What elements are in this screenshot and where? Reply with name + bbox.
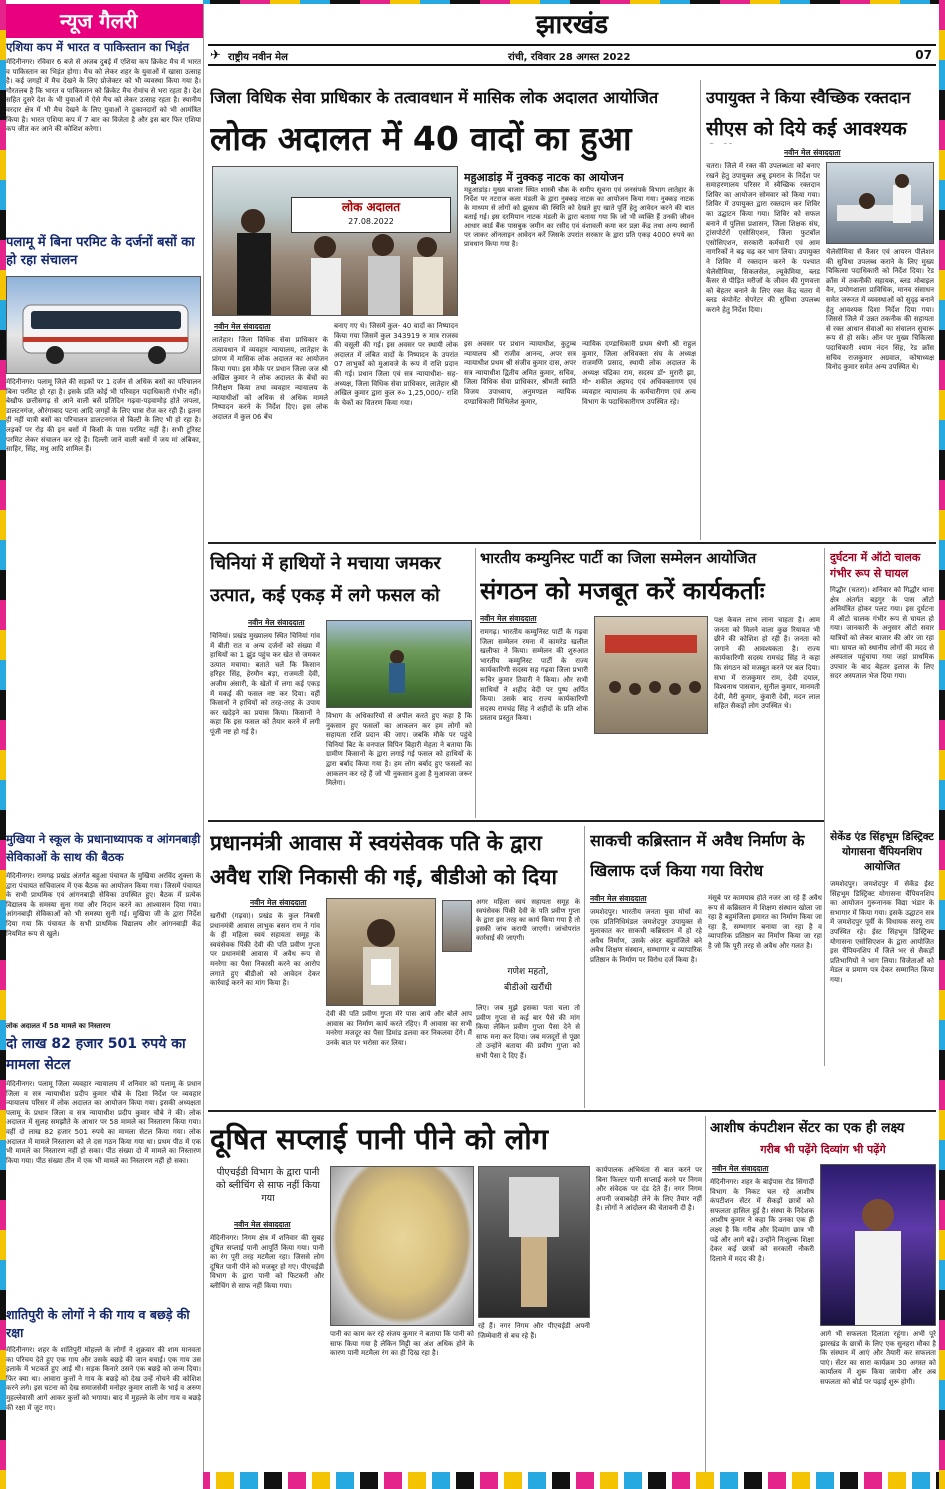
a5-col3: देवी की पति प्रवीण गुप्ता मेरे पास आये और बोले आप आवास का निर्माण कार्य करते रहिए। मैं आवास का सभी मनरेगा मजदूर का पैसा डिमांड डलवा कर निकलवा देंगे। मैं उनके बात पर भरोसा कर लिया। bbox=[326, 1010, 472, 1047]
a9-col2: आगे भी सफलता दिलाता रहूंगा। अभी पूरे झारखंड के छात्रों के लिए एक सुनहरा मौका है कि संस्थान में आएं और तैयारी कर सफलता पाएं। सेंटर का सारा कार्यक्रम 30 अगस्त को कार्यालय में शुरू किया जायेगा और अब सफलता को बोर्ड पर पढ़ाई शुरू होगी। bbox=[820, 1330, 936, 1386]
bdo-office: बीडीओ खरौंधी bbox=[504, 983, 552, 993]
dateline: रांची, रविवार 28 अगस्त 2022 bbox=[508, 52, 631, 63]
gallery-s2-body: मेदिनीनगर। पलामू जिले की सड़कों पर 1 दर्जन से अधिक बसों का परिचालन बिना परमिट हो रहा है। इसके प्रति कोई भी परिवहन पदाधिकारी गंभीर नहीं। बेखौफ छत्तीसगढ़ से आने वाली बसें प्रतिदिन गढ़वा-पड़वामोड़ होते जपला, डालटनगंज, औरंगाबाद पटना आदि जगहों के लिए यात्रा रोज कर रही हैं। इतना ही नहीं यात्री बसों का परिचालन डालटनगंज से बिल्टी के लिए भी हो रहा है। लड़कों पर रोड़ की इन बसों में किसी के पास परमिट नहीं है। सभी टूरिस्ट परमिट लेकर संचालन कर रहे हैं। दिल्ली जाने वाली बसों में जय मां अंबिका, साहिर, सिंह, मधु आदि शामिल हैं। bbox=[6, 378, 201, 454]
student-photo bbox=[820, 1164, 936, 1326]
a5-col1: खरौंधी (गढ़वा)। प्रखंड के कुल निबसी प्रधानमंत्री आवास लाभुक बसन राम ने गांव के ही महिला स्वयं सहायता समूह के स्वयंसेवक पिंकी देवी की पति प्रवीण गुप्ता पर प्रधानमंत्री आवास में अवैध रूप से मनरेगा का पैसा निकासी करने का आरोप लगाते हुए बीडीओ को आवेदन देकर कार्रवाई करने का मांग किया है। bbox=[210, 912, 320, 988]
nukkad-box bbox=[464, 166, 694, 294]
gallery-s2-title: पलामू में बिना परमिट के दर्जनों बसों का हो रहा संचालन bbox=[6, 235, 195, 268]
a9-byline: नवीन मेल संवाददाता bbox=[712, 1164, 769, 1173]
page-number: 07 bbox=[915, 48, 932, 62]
water-supply-photo bbox=[478, 1166, 590, 1318]
a7-kicker2: सेकेंड एंड सिंहभूम डिस्ट्रिक्ट योगासना चैंपियनशिप आयोजित bbox=[830, 831, 934, 873]
a6-col1: जमशेदपुर। भारतीय जनता युवा मोर्चा का एक प्रतिनिधिमंडल जमशेदपुर उपायुक्त से मुलाकात कर साकची कब्रिस्तान में हो रहे अवैध निर्माण, उसके अंदर बहुमंजिले बने अवैध शिक्षण संस्थान, सम्भागार व व्यापारिक प्रतिष्ठान के निर्माण पर विरोध दर्ज किया है। bbox=[590, 908, 702, 964]
a7-headline: दुर्घटना में ऑटो चालक गंभीर रूप से घायल bbox=[830, 551, 921, 580]
gallery-s1-title: एशिया कप में भारत व पाकिस्तान का भिड़ंत bbox=[6, 40, 190, 54]
a8-byline: नवीन मेल संवाददाता bbox=[234, 1220, 291, 1229]
cpi-meeting-photo bbox=[594, 616, 708, 734]
masthead bbox=[208, 6, 936, 68]
right-color-strip bbox=[939, 0, 945, 1489]
paper-logo: ✈ bbox=[210, 48, 221, 63]
elephant-damage-photo bbox=[326, 620, 472, 708]
a6-byline: नवीन मेल संवाददाता bbox=[590, 894, 647, 903]
gallery-s5-body: मेदिनीनगर। शहर के शांतिपुरी मोहल्ले के लोगों ने शुक्रवार की शाम मानवता का परिचय देते हुए एक गाय और उसके बछड़े की जान बचाई। एक गाय उस इलाके में भटकते हुए आई थी। सड़क किनारे उसने एक बछड़े को जन्म दिया। फिर क्या था। आवारा कुत्तों ने गाय के बछड़े को देख उन्हें नोचने की कोशिश करने लगे। इस घटना को देख समाजसेवी मनोहर कुमार लाली के भाई व अरुण मुहल्लेवासी आगे आकर कुत्तों को भगाया। बाद में मुहल्ले के लोग गाय व बछड़े की रक्षा में जुट गए। bbox=[6, 1346, 201, 1412]
bdo-photo bbox=[442, 900, 472, 952]
gallery-s4-body: मेदिनीनगर। पलामू जिला व्यवहार न्यायालय में शनिवार को पलामू के प्रधान जिला व सत्र न्यायाधीश प्रदीप कुमार चौबे के दिशा निर्देश पर व्यवहार न्यायालय परिसर में लोक अदालत का आयोजन किया गया। इसकी अध्यक्षता पलामू के प्रधान जिला व सत्र न्यायाधीश प्रदीप कुमार चौबे ने की। लोक अदालत में सुलह समझौते के आधार पर 58 मामले का निस्तारण किया गया। वहीं दो लाख 82 हजार 501 रुपये का मामला सेटल किया गया। लोक अदालत में मामले निस्तारण को ले दस गठन किया गया था। प्रथम पीठ में एक भी मामले का निस्तारण नहीं हो सका। पीठ संख्या दो में मामले का निस्तारण किया गया। पीठ संख्या तीन में एक भी मामले का निस्तारण नहीं हो सका। bbox=[6, 1080, 201, 1165]
lok-adalat-photo bbox=[212, 166, 458, 316]
a5-col2: अगर महिला स्वयं सहायता समूह के स्वयंसेवक पिंकी देवी के पति प्रवीण गुप्ता के द्वारा इस तरह का कार्य किया गया है तो इसकी जांच करायी जाएगी। जांचोपरांत कार्रवाई की जाएगी। bbox=[476, 898, 580, 942]
a8-deck: पीएचईडी विभाग के द्वारा पानी को ब्लीचिंग से साफ नहीं किया गया bbox=[215, 1167, 321, 1204]
gallery-s3-body: मेदिनीनगर। रामगढ़ प्रखंड अंतर्गत बहुआ पंचायत के मुखिया अरविंद शुक्ला के द्वारा पंचायत सचिवालय में एक बैठक का आयोजन किया गया। जिसमें पंचायत के सभी प्राथमिक एवं आंगनबाड़ी सेविका उपस्थित हुए। बैठक में प्रत्येक विद्यालय के समस्या सुना गया और निदान करने का आश्वासन दिया गया। आंगनबाड़ी सेविकाओं को भी समस्या सुनी गई। मुखिया जी के द्वारा निर्देश दिया गया कि पंचायत के सभी प्राथमिक विद्यालय और आंगनबाड़ी केंद्र नियमित रूप से खुले। bbox=[6, 872, 201, 938]
a8-col3: रहे हैं। नगर निगम और पीएचईडी अपनी जिम्मेवारी से बच रहे हैं। bbox=[478, 1322, 590, 1340]
a3-byline: नवीन मेल संवाददाता bbox=[248, 618, 305, 627]
a7-body2: जमशेदपुर। जमशेदपुर में सेकेंड ईस्ट सिंहभूम डिस्ट्रिक्ट योगासना चैंपियनशिप का आयोजन गुरूनानक विद्या भंडार के सभागार में किया गया। इसके उद्घाटन सत्र में जमशेदपुर पूर्वी के विधायक सरयू राय उपस्थित रहे। ईस्ट सिंहभूम डिस्ट्रिक्ट योगासना एसोसिएशन के द्वारा आयोजित इस चैंपियनशिप में जिले भर से सैकड़ों प्रतिभागियों ने भाग लिया। विजेताओं को मेडल व प्रमाण पत्र देकर सम्मानित किया गया। bbox=[830, 880, 934, 984]
a1-sub-body: महुआडांड़। मुख्य बाजार स्थित शास्त्री चौक के समीप सूचना एवं जनसंपर्क विभाग लातेहार के निर्देश पर नटराज कला मंडली के द्वारा नुक्कड़ नाटक का आयोजन किया गया। नुक्कड़ नाटक के माध्यम से लोगों को झुकाव की स्थिति को देखते हुए खाते पूर्ति हेतु आवेदन करने की बात बताई गई। इस दरमियान नाटक मंडली के द्वारा बताया गया कि जो भी व्यक्ति हैं उनकी जीवन आधार कार्ड बैंक पासबुक जमीन का रसीद एवं वंशावली कमा कर प्रज्ञा केंद्र तथा अन्य स्थानों पर जाकर ऑनलाइन आवेदन करें जिसके उपरांत सरकार के द्वारा प्रति एकड़ 4000 रुपये का प्रावधान किया गया है। bbox=[464, 186, 694, 248]
bsan-ram-photo bbox=[326, 898, 436, 1006]
a8-col1: मेदिनीनगर। निगम क्षेत्र में शनिवार की सुबह दूषित सप्लाई पानी आपूर्ति किया गया। पानी का रंग पूरी तरह मटमैला रहा। जिससे लोग दूषित पानी पीने को मजबूर हो गए। पीएचईडी विभाग के द्वारा पानी को फिटकरी और ब्लीचिंग से साफ नहीं किया गया। bbox=[210, 1234, 324, 1290]
bdo-name: गणेश महतो, bbox=[507, 967, 549, 977]
a8-col4: कार्यपालक अभियंता से बात करने पर बिना फिल्टर पानी सप्लाई करने पर निगम और संवेदक पर दंड देते हैं। नगर निगम अपनी जवाबदेही लेने के लिए तैयार नहीं है। लोगों ने आंदोलन की चेतावनी दी है। bbox=[596, 1166, 702, 1213]
a2-col2: थैलेसीमिया से कैंसर एवं आयरन पीलेशन की सुविधा उपलब्ध कराने के लिए मुख्य चिकित्सा पदाधिकारी को निर्देश दिया। रेड क्रॉस में तकनीकी सहायक, ब्लड मोबाइल वैन, प्रयोगशाला प्राविधिक, मानव संसाधन समेत जरूरत में व्यवस्थाओं को सुदृढ़ बनाने हेतु आवश्यक दिशा निर्देश दिया गया। जिससे जिले में उन्नत तकनीक की सहायता से रक्त आधान सेवाओं का संचालन सुचारू रूप से हो सके। ऑन पर मुख्य चिकित्सा पदाधिकारी श्याम नंदन सिंह, रेड क्रॉस सचिव राजकुमार अग्रवाल, कोषाध्यक्ष विनोद कुमार समेत अन्य उपस्थित थे। bbox=[826, 248, 934, 372]
a1-headline: लोक अदालत में 40 वादों का हुआ bbox=[210, 119, 632, 158]
photo-banner-date: 27.08.2022 bbox=[348, 217, 394, 226]
a4-kicker: भारतीय कम्युनिस्ट पार्टी का जिला सम्मेलन आयोजित bbox=[480, 551, 757, 567]
news-gallery-title: न्यूज गैलरी bbox=[60, 9, 138, 33]
a2-kicker: उपायुक्त ने किया स्वैच्छिक रक्तदान bbox=[706, 88, 911, 107]
a1-sub-title: महुआडांड़ में नुक्कड़ नाटक का आयोजन bbox=[464, 171, 624, 184]
gallery-s4-title: दो लाख 82 हजार 501 रुपये का मामला सेटल bbox=[6, 1036, 186, 1073]
blood-donation-photo bbox=[826, 162, 934, 244]
gallery-s5-title: शातिपुरी के लोगों ने की गाय व बछड़े की रक्षा bbox=[6, 1307, 190, 1340]
a5-headline: प्रधानमंत्री आवास में स्वयंसेवक पति के द्वारा अवैध राशि निकासी की गई, बीडीओ को दिया bbox=[210, 831, 557, 889]
a2-headline: सीएस को दिये कई आवश्यक bbox=[706, 118, 907, 140]
a3-col2: विभाग के अधिकारियों से अपील करते हुए कहा है कि नुकसान हुए फसलों का आकलन कर हम लोगों को सहायता राशि प्रदान की जाए। जबकि मौके पर पहुंचे चिनियां बिट के वनपाल विपिन बिहारी मेहता ने बताया कि ग्रामीण किसानों के द्वारा लगाई गई फसल को हाथियों के द्वारा बर्बाद किया गया है। हम लोग बर्बाद हुए फसलों का आकलन कर रहे हैं जो भी नुकसान हुआ है मुआवजा जरूर मिलेगा। bbox=[326, 712, 472, 788]
a5-col4: लिए। जब मुझे इसका पता चला तो प्रवीण गुप्ता से कई बार पैसे की मांग किया लेकिन प्रवीण गुप्ता पैसा देने से साफ मना कर दिया। जब मजदूरों से पूछा तो उन्होंने बताया की प्रवीण गुप्ता को सभी पैसा दे दिए हैं। bbox=[476, 1004, 580, 1060]
bdo-caption bbox=[476, 964, 580, 1000]
a1-kicker: जिला विधिक सेवा प्राधिकार के तत्वावधान में मासिक लोक अदालत आयोजित bbox=[210, 88, 659, 107]
a6-col2: मंसूबे पर कामयाब होते नजर आ रहे हैं अवैध रूप से कब्रिस्तान में शिक्षण संस्थान खोला जा रहा है बहुमंजिला इमारत का निर्माण किया जा रहा है, सम्भागार बनाया जा रहा है व व्यापारिक प्रतिष्ठान का निर्माण किया जा रहा है जो कि पूरी तरह से अवैध और गलत है। bbox=[708, 894, 822, 950]
bus-photo bbox=[6, 276, 201, 374]
a4-col1b bbox=[594, 738, 708, 818]
a1-col4: न्यायिक दण्डाधिकारी प्रथम श्रेणी श्री राहुल कुमार, जिला अधिवक्ता संघ के अध्यक्ष राजमणि प्रसाद, स्थायी लोक अदालत के अध्यक्ष चंद्रिका राम, सदस्य डॉ॰ मुरारी झा, मो॰ शकील अहमद एवं अधिवक्तागण एवं व्यवहार न्यायालय के कर्मचारीगण एवं अन्य विभाग के पदाधिकारीगण उपस्थित रहे। bbox=[582, 340, 696, 406]
gallery-s3-title: मुखिया ने स्कूल के प्रधानाध्यापक व आंगनबाड़ी सेविकाओं के साथ की बैठक bbox=[6, 832, 201, 864]
dirty-water-photo bbox=[330, 1166, 474, 1326]
a4-byline: नवीन मेल संवाददाता bbox=[480, 614, 537, 623]
news-gallery-sidebar bbox=[6, 0, 203, 1489]
a3-headline: चिनियां में हाथियों ने मचाया जमकर उत्पात, कई एकड़ में लगे फसल को bbox=[210, 553, 441, 606]
state-title: झारखंड bbox=[535, 10, 609, 40]
gallery-s3-tail: लोक अदालत में 58 मामले का निस्तारण bbox=[6, 1022, 111, 1030]
a4-col1: रामगढ़। भारतीय कम्युनिस्ट पार्टी के गढ़वा जिला सम्मेलन रमना में कामरेड खलील खलीफा ने किया। सम्मेलन की शुरुआत भारतीय कम्युनिस्ट पार्टी के राज्य कार्यकारिणी सदस्य सह गढ़वा जिला प्रभारी रूचिर कुमार तिवारी ने किया। और सभी साथियों ने शहीद वेदी पर पुष्प अर्पित किया। उसके बाद राज्य कार्यकारिणी सदस्य रामचंद्र सिंह ने शहीदों के प्रति शोक प्रस्ताव प्रस्तुत किया। bbox=[480, 628, 588, 723]
a1-col1: लातेहार। जिला विधिक सेवा प्राधिकार के तत्वावधान में व्यवहार न्यायालय, लातेहार के प्रांगण में मासिक लोक अदालत का आयोजन किया गया। इस मौके पर प्रधान जिला जज श्री अखिल कुमार ने लोक अदालत के बेंचों का निरीक्षण किया तथा व्यवहार न्यायालय के न्यायाधीशों को अधिक से अधिक मामले निष्पादन करने के निर्देश दिए। इस लोक अदालत में कुल 06 बेंच bbox=[212, 336, 328, 421]
a1-col2: बनाए गए थे। जिसमें कुल- 40 वादों का निष्पादन किया गया जिसमें कुल 343919 रु मात्र राजस्व की वसूली की गई। इस अवसर पर स्थायी लोक अदालत में लंबित वादों के निष्पादन के उपरांत 07 लाभुकों को मुआवजे के रूप में राशि प्रदान की गई। प्रधान जिला एवं सत्र न्यायाधीश- सह-अध्यक्ष, जिला विधिक सेवा प्राधिकार, लातेहार श्री अखिल कुमार द्वारा कुल रु० 1,25,000/- राशि के चेकों का वितरण किया गया। bbox=[334, 322, 458, 407]
a7-body: गिद्धौर (चतरा)। शनिवार को गिद्धौर थाना क्षेत्र अंतर्गत बड़गुर के पास ऑटो अनियंत्रित होकर पलट गया। इस दुर्घटना में ऑटो चालक गंभीर रूप से घायल हो गया। जानकारी के अनुसार ऑटो सवार यात्रियों को लेकर बाजार की ओर जा रहा था। घायल को स्थानीय लोगों की मदद से अस्पताल पहुंचाया गया जहां प्राथमिक उपचार के बाद बेहतर इलाज के लिए सदर अस्पताल भेज दिया गया। bbox=[830, 586, 934, 681]
a9-headline: आशीष कंपटीशन सेंटर का एक ही लक्ष्य bbox=[710, 1120, 905, 1136]
a9-deck: गरीब भी पढ़ेंगे दिव्यांग भी पढ़ेंगे bbox=[760, 1143, 886, 1156]
news-gallery-header bbox=[6, 4, 203, 38]
a5-byline: नवीन मेल संवाददाता bbox=[250, 898, 307, 907]
a4-col2: पक्ष केवल लाभ लाना चाहता है। आम जनता को मिलने वाला कुछ रियायत भी छीने की कोशिश हो रही है। जनता को जगाने की आवश्यकता है। राज्य कार्यकारिणी सदस्य रामचंद्र सिंह ने कहा कि संगठन को मजबूत करने पर बल दिया। सभा में राजकुमार राम, देवी दयाल, विश्वनाथ पासवान, सुनील कुमार, मानमती देवी, मैरी कुमार, कुंवारी देवी, मदन लाल सहित सैकड़ों लोग उपस्थित थे। bbox=[714, 616, 820, 711]
a1-byline: नवीन मेल संवाददाता bbox=[214, 322, 271, 331]
a6-headline: साकची कब्रिस्तान में अवैध निर्माण के खिलाफ दर्ज किया गया विरोध bbox=[590, 831, 805, 880]
a3-col1: चिनियां। प्रखंड मुख्यालय स्थित चिनियां गांव में बीती रात व अन्य दर्जनों को संख्या में हाथियों का 1 झुंड पहुंच कर खेत से जमकर उत्पात मचाया। बताते चलें कि किसान हरिहर सिंह, हेरमौन बड़ा, राजमती देवी, अजीम अंसारी, के खेतों में लगा कई एकड़ में मकई की फसल नष्ट कर दिया। वहीं किसानों ने हाथियों को तरह-तरह के उपाय कर खदेड़ने का प्रयास किया। किसानों ने कहा कि इस फसल को तैयार करने में लगी पूंजी नष्ट हो गई है। bbox=[210, 632, 320, 736]
a1-col3: इस अवसर पर प्रधान न्यायाधीश, कुटुम्ब न्यायालय श्री राजीव आनन्द, अपर सत्र न्यायाधीश प्रथम श्री संजीव कुमार दास, अपर सत्र न्यायाधीश द्वितीय अमित कुमार, सचिव, जिला विधिक सेवा प्राधिकार, श्रीमती स्वाति विजय उपाध्याय, अनुमण्डल न्यायिक दण्डाधिकारी मिथिलेश कुमार, bbox=[464, 340, 576, 406]
photo-banner-text: लोक अदालत bbox=[341, 200, 401, 214]
a8-headline: दूषित सप्लाई पानी पीने को लोग bbox=[210, 1122, 549, 1156]
a2-byline: नवीन मेल संवाददाता bbox=[784, 148, 841, 157]
a8-col2: पानी का काम कर रहे संजय कुमार ने बताया कि पानी को साफ किया गया है लेकिन मिट्टी का अंश अधिक होने के कारण पानी मटमैला रंग का ही दिख रहा है। bbox=[330, 1330, 474, 1358]
paper-name: राष्ट्रीय नवीन मेल bbox=[228, 52, 288, 63]
a2-col1: चतरा। जिले में रक्त की उपलब्धता को बनाए रखने हेतु उपायुक्त अबू इमरान के निर्देश पर समाहरणालय परिसर में स्वैच्छिक रक्तदान शिविर का आयोजन सोमवार को किया गया। शिविर में उपायुक्त द्वारा रक्तदान कर शिविर का उद्घाटन किया गया। शिविर को सफल बनाने में पुलिस प्रशासन, जिला शिक्षक संघ, ट्रांसपोर्टरों एसोसिएशन, जिला फुटबॉल एसोसिएशन, सरकारी कर्मचारी एवं आम नागरिकों ने बढ़ चढ़ कर भाग लिया। उपायुक्त ने शिविर में रक्तदान करने के पश्चात थैलेसीमिया, सिकलसेल, ल्यूकेमिया, ब्लड कैंसर से पीड़ित मरीजों के जीवन की गुणवत्ता को बेहतर बनाने के लिए रक्त केंद्र चतरा में ब्लड कंपोनेंट सेपरेटर की सुविधा उपलब्ध कराने हेतु निर्देश दिया। bbox=[706, 162, 820, 314]
a9-col1: मेदिनीनगर। शहर के बाईपास रोड सिंगार्दी विभाग के निकट चल रहे आशीष कंपटीशन सेंटर में सैकड़ों छात्रों को सफलता हासिल हुई है। संस्था के निदेशक आशीष कुमार ने कहा कि उनका एक ही लक्ष्य है कि गरीब और दिव्यांग छात्र भी पढ़ें और आगे बढ़ें। उन्होंने निःशुल्क शिक्षा देकर कई छात्रों को सरकारी नौकरी दिलाने में मदद की है। bbox=[710, 1178, 814, 1263]
gallery-s1-body: मेदिनीनगर। रविवार 6 बजे से अजब दुबई में एशिया कप क्रिकेट मैच में भारत व पाकिस्तान का भिड़ंत होगा। मैच को लेकर शहर के युवाओं में खासा उत्साह है। कई जगहों में मैच देखने के लिए प्रोजेक्टर को भी व्यवस्था किया गया है। गौरतलब है कि भारत व पाकिस्तान को क्रिकेट मैच रोमांच से भरा रहता है। देश सहित दुसरे देश के भी युवाओं में ऐसे मैच को लेकर उत्साह रहता है। स्थानीय वरदार क्षेत्र में भी मैच देखने के लिए युवाओं ने दुकानदारों को भी आमंत्रित किया है। भारत एशिया कप में 7 बार का विजेता है और इस बार फिर एशिया कप जीत कर आने की कोशिश करेगा। bbox=[6, 58, 201, 134]
a4-headline: संगठन को मजबूत करें कार्यकर्ताः bbox=[480, 577, 765, 605]
